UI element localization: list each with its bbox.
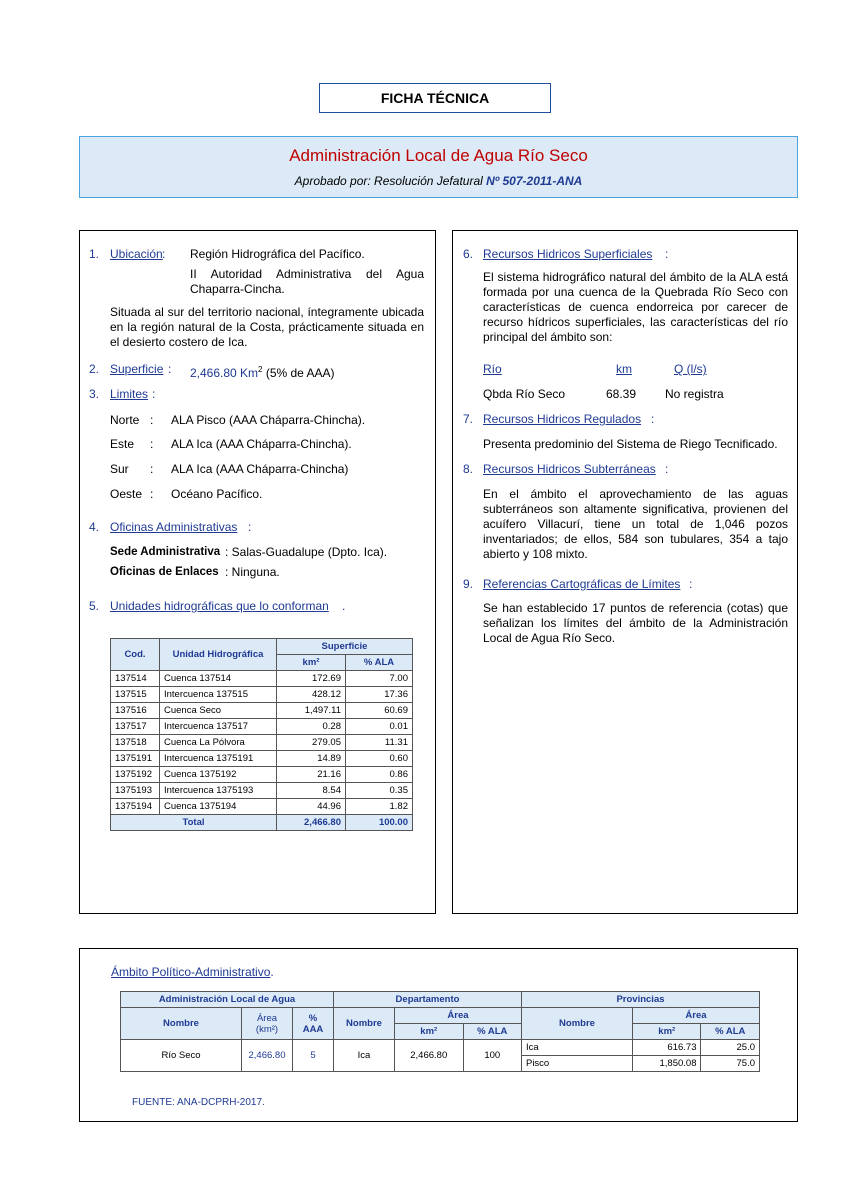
approval-line: [80, 174, 797, 188]
dep-pct: 100: [463, 1040, 521, 1072]
cell-cod: 137514: [111, 671, 160, 687]
h-ala-area: [242, 1008, 293, 1040]
rio-km: 68.39: [606, 387, 637, 401]
prov-pct: 75.0: [701, 1056, 760, 1072]
h-dep-km2: km²: [395, 1024, 464, 1040]
h-ala-nombre: Nombre: [121, 1008, 242, 1040]
superficie-value: 2,466.80 Km: [190, 366, 259, 380]
h-prov-nombre: Nombre: [521, 1008, 632, 1040]
section-heading-unidades: Unidades hidrográficas que lo conforman: [110, 599, 329, 613]
section-number: 2.: [89, 362, 100, 376]
table-row: [111, 767, 413, 783]
section-colon: :: [248, 520, 252, 534]
sede-label: Sede Administrativa: [110, 546, 221, 558]
cell-cod: 137517: [111, 719, 160, 735]
table-row: [111, 799, 413, 815]
enlaces-label: Oficinas de Enlaces: [110, 566, 219, 578]
section-heading-regulados: Recursos Hidricos Regulados: [483, 412, 642, 426]
col-km2: km²: [277, 655, 346, 671]
cell-unidad: Intercuenca 1375191: [160, 751, 277, 767]
h-ala: Administración Local de Agua: [121, 992, 334, 1008]
h-prov-area: Área: [632, 1008, 759, 1024]
ambito-panel: [79, 948, 798, 1122]
ambito-title: Ámbito Político-Administrativo: [111, 965, 271, 979]
h-area-unit: (km²): [255, 1023, 279, 1035]
cell-cod: 137518: [111, 735, 160, 751]
table-row: [111, 735, 413, 751]
h-prov-km2: km²: [632, 1024, 701, 1040]
cell-unidad: Intercuenca 137515: [160, 687, 277, 703]
cell-km2: 172.69: [277, 671, 346, 687]
section-number: 7.: [463, 412, 474, 426]
section-colon: :: [665, 462, 669, 476]
cell-pct: 0.35: [346, 783, 413, 799]
cell-pct: 7.00: [346, 671, 413, 687]
ala-name: Río Seco: [121, 1040, 242, 1072]
left-panel: [79, 230, 436, 914]
cell-pct: 0.86: [346, 767, 413, 783]
prov-km: 1,850.08: [632, 1056, 701, 1072]
limit-separator: :: [150, 413, 154, 427]
section-heading-oficinas: Oficinas Administrativas: [110, 520, 238, 534]
total-km2: 2,466.80: [277, 815, 346, 831]
prov-km: 616.73: [632, 1040, 701, 1056]
section-heading-ubicacion: Ubicación: [110, 247, 163, 261]
limit-value: ALA Ica (AAA Cháparra-Chincha): [171, 462, 349, 476]
cell-pct: 0.01: [346, 719, 413, 735]
cell-cod: 137515: [111, 687, 160, 703]
h-prov-pct: % ALA: [701, 1024, 760, 1040]
col-unidad: Unidad Hidrográfica: [160, 639, 277, 671]
cell-unidad: Intercuenca 1375193: [160, 783, 277, 799]
cell-cod: 1375191: [111, 751, 160, 767]
h-dep-nombre: Nombre: [334, 1008, 395, 1040]
cell-km2: 21.16: [277, 767, 346, 783]
limit-value: ALA Ica (AAA Cháparra-Chincha).: [171, 437, 352, 451]
cell-cod: 1375194: [111, 799, 160, 815]
section-colon: :: [651, 412, 655, 426]
approval-prefix: Aprobado por: Resolución Jefatural: [294, 174, 487, 188]
cell-pct: 60.69: [346, 703, 413, 719]
unidades-table: [110, 638, 413, 831]
limit-separator: :: [150, 437, 154, 451]
dep-km: 2,466.80: [395, 1040, 464, 1072]
section-colon: :: [162, 247, 166, 261]
regulados-paragraph: Presenta predominio del Sistema de Riego Tecnificado.: [483, 437, 778, 451]
cell-pct: 11.31: [346, 735, 413, 751]
enlaces-value: : Ninguna.: [225, 565, 280, 579]
h-pct-label: %: [308, 1012, 318, 1024]
limit-direction: Este: [110, 437, 135, 451]
limit-separator: :: [150, 487, 154, 501]
fuente-note: FUENTE: ANA-DCPRH-2017.: [132, 1097, 265, 1108]
cell-km2: 428.12: [277, 687, 346, 703]
h-pct-aaa: AAA: [302, 1023, 324, 1035]
cell-cod: 137516: [111, 703, 160, 719]
limit-value: ALA Pisco (AAA Cháparra-Chincha).: [171, 413, 366, 427]
col-superficie: Superficie: [277, 639, 413, 655]
superficie-rest: (5% de AAA): [262, 366, 335, 380]
ubicacion-line1: Región Hidrográfica del Pacífico.: [190, 247, 365, 261]
table-row: [111, 687, 413, 703]
cell-unidad: Cuenca La Pólvora: [160, 735, 277, 751]
section-colon: :: [168, 362, 172, 376]
cell-km2: 8.54: [277, 783, 346, 799]
ambito-dot: .: [270, 965, 274, 979]
limit-direction: Oeste: [110, 487, 143, 501]
cell-unidad: Cuenca Seco: [160, 703, 277, 719]
h-dep-area: Área: [395, 1008, 522, 1024]
cell-cod: 1375192: [111, 767, 160, 783]
table-row: [111, 783, 413, 799]
ala-title: Administración Local de Agua Río Seco: [289, 146, 588, 165]
table-row: [111, 703, 413, 719]
ubicacion-line2: II Autoridad Administrativa del Agua Chaparra-Cincha.: [190, 267, 424, 296]
cell-cod: 1375193: [111, 783, 160, 799]
section-colon: :: [689, 577, 693, 591]
total-label: Total: [111, 815, 277, 831]
col-q: Q (l/s): [674, 362, 707, 376]
section-heading-cartograficas: Referencias Cartográficas de Límites: [483, 577, 681, 591]
section-number: 6.: [463, 247, 474, 261]
cell-km2: 1,497.11: [277, 703, 346, 719]
h-area-label: Área: [256, 1012, 278, 1024]
section-heading-subterraneas: Recursos Hidricos Subterráneas: [483, 462, 656, 476]
ubicacion-paragraph: Situada al sur del territorio nacional, íntegramente ubicada en la región natural de la Costa, prácticamente situada en el desierto costero de Ica.: [110, 305, 424, 349]
limit-value: Océano Pacífico.: [171, 487, 263, 501]
limit-direction: Norte: [110, 413, 140, 427]
cell-km2: 44.96: [277, 799, 346, 815]
cell-pct: 1.82: [346, 799, 413, 815]
cell-pct: 17.36: [346, 687, 413, 703]
h-provincias: Provincias: [521, 992, 759, 1008]
cell-unidad: Cuenca 1375192: [160, 767, 277, 783]
cell-km2: 14.89: [277, 751, 346, 767]
rio-name: Qbda Río Seco: [483, 387, 566, 401]
section-heading-superficiales: Recursos Hidricos Superficiales: [483, 247, 653, 261]
section-number: 8.: [463, 462, 474, 476]
cartograficas-paragraph: Se han establecido 17 puntos de referencia (cotas) que señalizan los límites del ámbito de la Administración Local de Agua Río Seco.: [483, 601, 788, 645]
document-header: [79, 136, 798, 198]
sede-value: : Salas-Guadalupe (Dpto. Ica).: [225, 545, 388, 559]
section-number: 5.: [89, 599, 100, 613]
ala-pct: 5: [293, 1040, 334, 1072]
h-dep-pct: % ALA: [463, 1024, 521, 1040]
table-row: [111, 671, 413, 687]
total-row: [111, 815, 413, 831]
h-ala-pct: [293, 1008, 334, 1040]
section-dot: .: [342, 599, 346, 613]
table-row: [111, 751, 413, 767]
right-panel: [452, 230, 798, 914]
cell-unidad: Cuenca 137514: [160, 671, 277, 687]
total-pct: 100.00: [346, 815, 413, 831]
limit-separator: :: [150, 462, 154, 476]
cell-km2: 279.05: [277, 735, 346, 751]
section-number: 4.: [89, 520, 100, 534]
ambito-title-line: [111, 965, 274, 980]
section-colon: :: [152, 387, 156, 401]
superficiales-paragraph: El sistema hidrográfico natural del ámbito de la ALA está formada por una cuenca de la Quebrada Río Seco con características de cuenca endorreica por carecer de recurso hídricos superficiales, las características del río principal del ámbito son:: [483, 270, 788, 344]
prov-name: Ica: [521, 1040, 632, 1056]
prov-name: Pisco: [521, 1056, 632, 1072]
cell-unidad: Intercuenca 137517: [160, 719, 277, 735]
section-number: 1.: [89, 247, 100, 261]
section-heading-superficie: Superficie: [110, 362, 164, 376]
cell-pct: 0.60: [346, 751, 413, 767]
superficie-sup: 2: [258, 365, 263, 374]
cell-unidad: Cuenca 1375194: [160, 799, 277, 815]
resolution-ref: Nº 507-2011-ANA: [486, 174, 583, 188]
ficha-tecnica-title: FICHA TÉCNICA: [319, 83, 551, 113]
section-colon: :: [665, 247, 669, 261]
prov-pct: 25.0: [701, 1040, 760, 1056]
section-number: 9.: [463, 577, 474, 591]
col-km: km: [616, 362, 632, 376]
h-departamento: Departamento: [334, 992, 522, 1008]
subterraneas-paragraph: En el ámbito el aprovechamiento de las aguas subterráneos son altamente significativa, provienen del acuífero Villacurí, tiene un total de 1,046 pozos inventariados; de ellos, 584 son tubulares, 354 a tajo abierto y 108 mixto.: [483, 487, 788, 561]
rio-q: No registra: [665, 387, 724, 401]
dep-name: Ica: [334, 1040, 395, 1072]
section-number: 3.: [89, 387, 100, 401]
ambito-table: [120, 991, 760, 1072]
superficie-value-line: [190, 362, 335, 381]
section-heading-limites: Limites: [110, 387, 149, 401]
col-cod: Cod.: [111, 639, 160, 671]
limit-direction: Sur: [110, 462, 129, 476]
col-rio: Río: [483, 362, 502, 376]
table-row: [111, 719, 413, 735]
ala-area: 2,466.80: [242, 1040, 293, 1072]
col-pct-ala: % ALA: [346, 655, 413, 671]
cell-km2: 0.28: [277, 719, 346, 735]
